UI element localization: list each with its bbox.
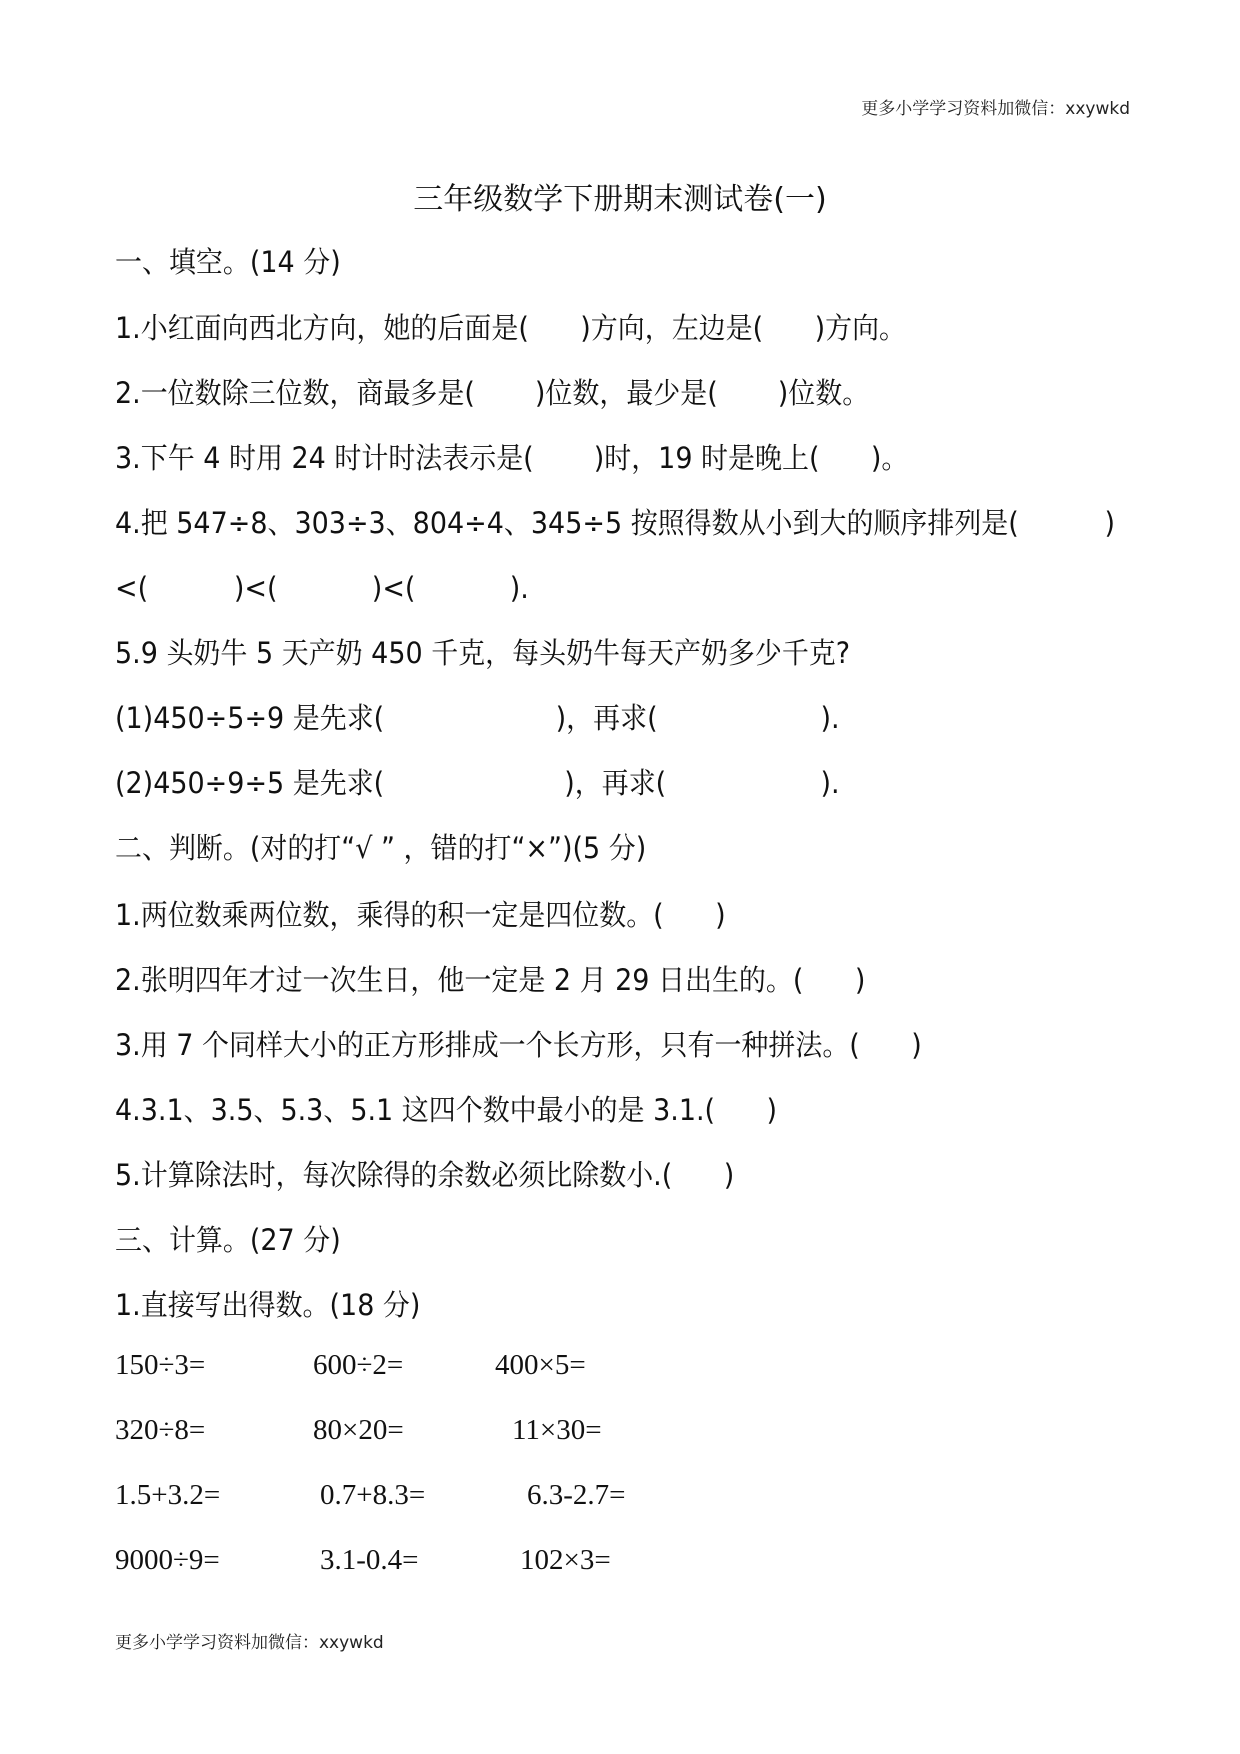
calc-item: 3.1-0.4=: [320, 1544, 419, 1576]
section-heading-judge: 二、判断。(对的打“√ ” ，错的打“×”)(5 分): [115, 831, 647, 865]
question-judge-4: 4.3.1、3.5、5.3、5.1 这四个数中最小的是 3.1.( ): [115, 1093, 778, 1127]
calc-item: 6.3-2.7=: [527, 1479, 626, 1511]
question-judge-2: 2.张明四年才过一次生日，他一定是 2 月 29 日出生的。( ): [115, 963, 866, 997]
calc-item: 600÷2=: [313, 1349, 404, 1381]
question-fill-4: 4.把 547÷8、303÷3、804÷4、345÷5 按照得数从小到大的顺序排列是( ): [115, 506, 1116, 540]
question-fill-5-part-1: (1)450÷5÷9 是先求( )，再求( ).: [115, 701, 840, 735]
question-fill-1: 1.小红面向西北方向，她的后面是( )方向，左边是( )方向。: [115, 311, 907, 345]
question-judge-3: 3.用 7 个同样大小的正方形排成一个长方形，只有一种拼法。( ): [115, 1028, 922, 1062]
page-title: 三年级数学下册期末测试卷(一): [413, 182, 827, 217]
calc-item: 0.7+8.3=: [320, 1479, 426, 1511]
section-heading-calculate: 三、计算。(27 分): [115, 1223, 341, 1257]
question-fill-4-continued: <( )<( )<( ).: [115, 571, 529, 605]
calc-item: 320÷8=: [115, 1414, 206, 1446]
section-heading-fill-blank: 一、填空。(14 分): [115, 245, 341, 279]
calc-item: 400×5=: [495, 1349, 586, 1381]
question-fill-5-part-2: (2)450÷9÷5 是先求( )，再求( ).: [115, 766, 840, 800]
calc-item: 102×3=: [520, 1544, 611, 1576]
question-judge-1: 1.两位数乘两位数，乘得的积一定是四位数。( ): [115, 898, 726, 932]
question-fill-5: 5.9 头奶牛 5 天产奶 450 千克，每头奶牛每天产奶多少千克?: [115, 636, 851, 670]
calc-item: 11×30=: [512, 1414, 602, 1446]
question-judge-5: 5.计算除法时，每次除得的余数必须比除数小.( ): [115, 1158, 735, 1192]
calc-item: 1.5+3.2=: [115, 1479, 221, 1511]
calc-item: 9000÷9=: [115, 1544, 220, 1576]
subheading-direct-answers: 1.直接写出得数。(18 分): [115, 1288, 421, 1322]
question-fill-2: 2.一位数除三位数，商最多是( )位数，最少是( )位数。: [115, 376, 870, 410]
calc-item: 80×20=: [313, 1414, 404, 1446]
header-watermark: 更多小学学习资料加微信：xxywkd: [861, 99, 1130, 119]
calc-item: 150÷3=: [115, 1349, 206, 1381]
footer-watermark: 更多小学学习资料加微信：xxywkd: [115, 1633, 384, 1653]
question-fill-3: 3.下午 4 时用 24 时计时法表示是( )时，19 时是晚上( )。: [115, 441, 909, 475]
